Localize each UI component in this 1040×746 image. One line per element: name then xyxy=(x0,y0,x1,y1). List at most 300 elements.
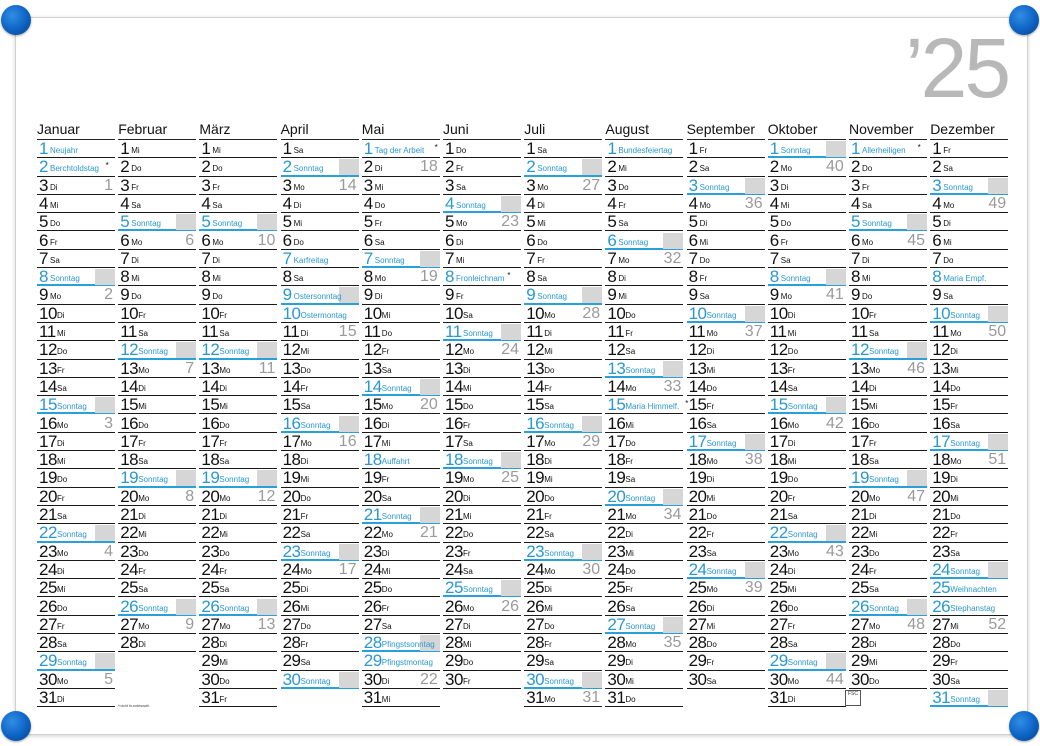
day-number: 22 xyxy=(607,523,626,543)
sunday-shade xyxy=(420,507,440,523)
day-row-sunday xyxy=(281,415,359,433)
day-number: 16 xyxy=(932,413,951,433)
day-number: 11 xyxy=(769,322,787,341)
day-number: 17 xyxy=(201,431,220,451)
day-row-sunday xyxy=(524,415,602,433)
day-row xyxy=(37,488,115,506)
day-label: Ostermontag xyxy=(300,310,347,320)
day-number: 22 xyxy=(769,523,788,543)
day-number: 16 xyxy=(363,413,382,433)
sunday-shade xyxy=(745,562,765,578)
day-row xyxy=(118,561,196,579)
day-row-sunday xyxy=(443,323,521,341)
day-number: 13 xyxy=(282,358,301,378)
day-row xyxy=(37,451,115,469)
day-number: 30 xyxy=(39,669,57,689)
day-row-holiday xyxy=(443,268,521,286)
day-number: 8 xyxy=(526,267,536,287)
weekday-abbrev: Sa xyxy=(138,585,148,595)
day-number: 25 xyxy=(607,578,626,598)
sunday-shade xyxy=(907,599,927,615)
day-number: 12 xyxy=(851,340,869,360)
calendar-week-number: 17 xyxy=(338,560,357,578)
weekday-abbrev: Di xyxy=(787,566,796,576)
weekday-abbrev: Mi xyxy=(544,603,553,613)
sunday-shade xyxy=(501,452,521,468)
day-number: 17 xyxy=(851,431,869,451)
day-number: 10 xyxy=(363,303,382,323)
weekday-abbrev: Mo xyxy=(381,402,393,412)
day-number: 17 xyxy=(39,431,57,451)
weekday-abbrev: Mi xyxy=(706,365,716,375)
day-row xyxy=(281,378,359,396)
sunday-shade xyxy=(176,470,196,486)
day-number: 3 xyxy=(445,175,454,195)
day-row xyxy=(768,543,846,561)
day-number: 9 xyxy=(201,285,211,305)
day-row xyxy=(37,689,115,707)
day-label: Sonntag xyxy=(138,603,168,613)
day-number: 6 xyxy=(607,230,617,250)
weekday-abbrev: Di xyxy=(787,695,796,704)
sunday-shade xyxy=(663,617,683,633)
weekday-abbrev: Sa xyxy=(50,255,60,265)
day-number: 18 xyxy=(851,450,869,470)
weekday-abbrev: Mo xyxy=(544,438,556,448)
weekday-abbrev: Di xyxy=(706,475,715,485)
weekday-abbrev: Do xyxy=(219,548,230,558)
sunday-shade xyxy=(907,214,927,230)
day-row xyxy=(605,323,683,341)
month-column-september xyxy=(687,120,767,707)
day-number: 23 xyxy=(120,541,139,561)
day-row xyxy=(605,671,683,689)
day-number: 1 xyxy=(851,139,860,158)
day-row xyxy=(605,689,683,707)
calendar-week-number: 25 xyxy=(501,469,519,487)
day-row-sunday xyxy=(118,341,196,359)
day-row xyxy=(930,616,1008,634)
weekday-abbrev: Di xyxy=(463,621,471,631)
day-number: 19 xyxy=(120,468,139,488)
day-row-sunday xyxy=(687,561,765,579)
day-row xyxy=(849,415,927,433)
day-row xyxy=(524,140,602,158)
day-row xyxy=(687,213,765,231)
day-number: 7 xyxy=(39,248,48,268)
day-row-sunday xyxy=(281,158,359,176)
weekday-abbrev: Mo xyxy=(374,274,386,284)
weekday-abbrev: Mo xyxy=(456,219,468,229)
day-row xyxy=(768,177,846,195)
month-column-april xyxy=(281,120,361,707)
day-row xyxy=(768,195,846,213)
day-number: 21 xyxy=(120,505,139,524)
calendar-week-number: 21 xyxy=(420,524,438,542)
day-number: 20 xyxy=(769,486,788,506)
day-row xyxy=(687,543,765,561)
weekday-abbrev: Fr xyxy=(57,365,65,375)
weekday-abbrev: Mo xyxy=(57,676,69,686)
sunday-shade xyxy=(339,416,359,432)
weekday-abbrev: Sa xyxy=(300,402,311,412)
day-number: 16 xyxy=(282,413,301,433)
day-row-sunday xyxy=(443,451,521,469)
weekday-abbrev: Mi xyxy=(463,640,472,650)
weekday-abbrev: Fr xyxy=(219,310,227,320)
weekday-abbrev: Mo xyxy=(138,493,150,503)
day-number: 23 xyxy=(526,541,545,561)
day-number: 21 xyxy=(769,505,788,524)
month-name: Juli xyxy=(524,121,546,137)
day-row xyxy=(281,232,359,250)
day-number: 12 xyxy=(39,340,57,360)
day-number: 13 xyxy=(932,358,951,378)
day-number: 1 xyxy=(282,139,292,158)
day-number: 15 xyxy=(445,395,463,415)
weekday-abbrev: Fr xyxy=(463,676,471,686)
day-number: 1 xyxy=(120,139,130,158)
weekday-abbrev: Do xyxy=(463,530,474,540)
day-row xyxy=(362,232,440,250)
day-row xyxy=(199,415,277,433)
day-number: 18 xyxy=(201,450,220,470)
weekday-abbrev: Sa xyxy=(625,603,636,613)
day-number: 20 xyxy=(607,486,626,506)
day-number: 14 xyxy=(363,376,382,396)
calendar-week-number: 1 xyxy=(104,176,113,194)
day-number: 24 xyxy=(526,559,545,579)
weekday-abbrev: Mi xyxy=(706,621,716,631)
weekday-abbrev: Mo xyxy=(57,548,69,558)
day-row xyxy=(37,286,115,304)
weekday-abbrev: Fr xyxy=(463,548,471,558)
day-number: 23 xyxy=(932,541,951,561)
day-number: 26 xyxy=(39,596,57,616)
sunday-shade xyxy=(257,214,277,230)
weekday-abbrev: Mo xyxy=(293,182,305,192)
day-number: 23 xyxy=(607,541,626,561)
regional-holiday-mark: * xyxy=(434,143,438,152)
day-label: Sonntag xyxy=(787,402,818,412)
weekday-abbrev: Mi xyxy=(625,548,634,558)
day-row xyxy=(443,561,521,579)
day-row xyxy=(443,250,521,268)
day-label: Bundesfeiertag xyxy=(618,146,673,155)
day-number: 24 xyxy=(932,559,951,579)
day-label: Sonntag xyxy=(138,475,168,485)
day-number: 19 xyxy=(363,468,382,488)
month-name: Juni xyxy=(443,121,469,137)
day-number: 16 xyxy=(607,413,626,433)
weekday-abbrev: Sa xyxy=(219,585,230,595)
day-label: Fronleichnam xyxy=(456,274,505,284)
day-label: Sonntag xyxy=(293,164,324,174)
day-row-sunday xyxy=(281,286,359,304)
day-row xyxy=(37,579,115,597)
day-number: 4 xyxy=(201,193,211,213)
weekday-abbrev: Fr xyxy=(544,383,552,393)
day-row xyxy=(524,396,602,414)
day-number: 4 xyxy=(688,193,698,213)
calendar-week-number: 38 xyxy=(744,451,763,469)
weekday-abbrev: Mi xyxy=(381,310,391,320)
day-row xyxy=(930,213,1008,231)
calendar-week-number: 22 xyxy=(420,670,438,688)
sunday-shade xyxy=(907,342,927,358)
day-label: Sonntag xyxy=(138,347,168,357)
calendar-week-number: 43 xyxy=(826,542,844,560)
day-number: 5 xyxy=(363,212,373,232)
day-number: 16 xyxy=(769,413,788,433)
weekday-abbrev: Di xyxy=(300,457,309,467)
day-number: 31 xyxy=(363,688,382,707)
day-row-sunday xyxy=(524,671,602,689)
day-number: 23 xyxy=(688,541,707,561)
weekday-abbrev: Do xyxy=(138,420,149,430)
day-number: 10 xyxy=(851,303,869,323)
day-row xyxy=(849,524,927,542)
day-number: 29 xyxy=(526,651,545,671)
day-row-sunday xyxy=(37,396,115,414)
day-number: 30 xyxy=(201,669,220,689)
weekday-abbrev: Di xyxy=(625,530,633,540)
weekday-abbrev: Do xyxy=(625,695,636,704)
day-number: 10 xyxy=(120,303,139,323)
month-column-februar xyxy=(118,120,198,707)
day-number: 27 xyxy=(282,614,301,634)
day-number: 17 xyxy=(363,431,382,451)
day-row xyxy=(118,158,196,176)
day-number: 3 xyxy=(851,175,860,195)
day-row xyxy=(362,305,440,323)
weekday-abbrev: Fr xyxy=(57,621,65,631)
day-row xyxy=(37,415,115,433)
day-number: 20 xyxy=(39,486,57,506)
weekday-abbrev: Mo xyxy=(618,255,630,265)
sunday-shade xyxy=(988,690,1008,706)
day-row-sunday xyxy=(118,598,196,616)
weekday-abbrev: Mi xyxy=(950,621,959,631)
day-row xyxy=(443,360,521,378)
day-label: Sonntag xyxy=(869,347,899,357)
weekday-abbrev: Fr xyxy=(381,347,390,357)
sunday-shade xyxy=(257,342,277,358)
weekday-abbrev: Mo xyxy=(544,566,556,576)
day-label: Sonntag xyxy=(50,274,80,284)
day-number: 6 xyxy=(769,230,779,250)
weekday-abbrev: Mi xyxy=(381,695,391,704)
day-label: Sonntag xyxy=(463,457,493,467)
day-row-holiday xyxy=(362,652,440,670)
calendar-week-number: 15 xyxy=(338,323,357,340)
day-number: 26 xyxy=(526,596,545,616)
weekday-abbrev: Do xyxy=(869,548,880,558)
day-row xyxy=(849,634,927,652)
day-row xyxy=(443,232,521,250)
day-row-holiday xyxy=(849,140,927,158)
day-number: 26 xyxy=(688,596,707,616)
weekday-abbrev: Di xyxy=(787,310,796,320)
weekday-abbrev: Fr xyxy=(50,237,58,247)
weekday-abbrev: Fr xyxy=(787,621,796,631)
day-number: 6 xyxy=(39,230,48,250)
day-row xyxy=(768,488,846,506)
day-number: 29 xyxy=(39,651,57,671)
weekday-abbrev: Mo xyxy=(706,585,718,595)
day-row xyxy=(768,415,846,433)
weekday-abbrev: Sa xyxy=(544,658,554,668)
day-number: 13 xyxy=(39,358,57,378)
month-name: Oktober xyxy=(767,121,818,137)
month-column-november xyxy=(849,120,929,707)
day-number: 17 xyxy=(932,431,951,451)
day-row-holiday xyxy=(930,579,1008,597)
day-row xyxy=(930,488,1008,506)
day-row xyxy=(849,543,927,561)
weekday-abbrev: Mo xyxy=(463,475,475,485)
weekday-abbrev: Do xyxy=(869,676,880,686)
day-row-sunday xyxy=(37,268,115,286)
day-number: 23 xyxy=(39,541,57,561)
day-row xyxy=(687,524,765,542)
weekday-abbrev: Di xyxy=(869,640,877,650)
day-row-sunday xyxy=(687,433,765,451)
day-number: 15 xyxy=(363,395,382,415)
day-row xyxy=(687,616,765,634)
sunday-shade xyxy=(95,269,115,285)
sunday-shade xyxy=(582,159,602,175)
calendar-week-number: 45 xyxy=(907,231,925,249)
weekday-abbrev: Sa xyxy=(138,329,148,338)
day-number: 10 xyxy=(769,303,788,323)
day-row xyxy=(605,158,683,176)
day-row-holiday xyxy=(605,140,683,158)
day-row xyxy=(362,543,440,561)
weekday-abbrev: Mi xyxy=(456,255,465,265)
weekday-abbrev: Fr xyxy=(787,365,796,375)
weekday-abbrev: Fr xyxy=(219,566,227,576)
regional-holiday-mark: * xyxy=(685,399,689,409)
day-number: 2 xyxy=(688,157,698,177)
weekday-abbrev: Fr xyxy=(625,329,633,338)
day-number: 5 xyxy=(201,212,211,232)
day-number: 3 xyxy=(120,175,130,195)
day-row xyxy=(524,360,602,378)
day-number: 2 xyxy=(526,157,536,177)
month-name: Mai xyxy=(361,121,385,137)
day-number: 5 xyxy=(607,212,617,232)
day-row-sunday xyxy=(281,671,359,689)
weekday-abbrev: Di xyxy=(625,658,633,668)
weekday-abbrev: Do xyxy=(300,493,311,503)
day-row xyxy=(524,195,602,213)
weekday-abbrev: Do xyxy=(293,237,304,247)
day-row xyxy=(687,634,765,652)
day-row xyxy=(37,360,115,378)
day-row xyxy=(930,671,1008,689)
day-number: 8 xyxy=(688,267,698,287)
weekday-abbrev: Di xyxy=(138,512,146,521)
day-number: 21 xyxy=(363,505,382,524)
weekday-abbrev: Sa xyxy=(300,530,311,540)
day-row xyxy=(118,506,196,524)
day-row-sunday xyxy=(118,469,196,487)
day-row xyxy=(768,689,846,707)
regional-holiday-mark: * xyxy=(507,271,511,281)
day-number: 16 xyxy=(526,413,545,433)
day-row-sunday xyxy=(199,469,277,487)
day-number: 2 xyxy=(201,157,211,177)
day-row xyxy=(118,360,196,378)
day-number: 28 xyxy=(526,633,545,653)
day-number: 14 xyxy=(769,376,788,396)
day-label: Sonntag xyxy=(381,383,412,393)
day-row-sunday xyxy=(930,433,1008,451)
weekday-abbrev: Sa xyxy=(463,438,473,448)
day-number: 5 xyxy=(688,212,698,232)
weekday-abbrev: Mi xyxy=(618,292,627,302)
weekday-abbrev: Di xyxy=(57,566,65,576)
day-row xyxy=(930,524,1008,542)
day-row xyxy=(768,323,846,341)
day-number: 10 xyxy=(526,303,545,323)
day-number: 1 xyxy=(607,139,617,158)
day-number: 19 xyxy=(851,468,869,488)
weekday-abbrev: Mi xyxy=(618,164,627,174)
weekday-abbrev: Di xyxy=(381,548,390,558)
day-row xyxy=(524,488,602,506)
day-row xyxy=(37,195,115,213)
day-row xyxy=(768,598,846,616)
day-row xyxy=(199,506,277,524)
day-row-sunday xyxy=(768,524,846,542)
day-row xyxy=(37,433,115,451)
day-row xyxy=(849,195,927,213)
day-row xyxy=(362,286,440,304)
day-number: 7 xyxy=(282,248,292,268)
day-label: Sonntag xyxy=(463,585,493,595)
day-number: 19 xyxy=(688,468,707,488)
day-row xyxy=(524,616,602,634)
day-number: 30 xyxy=(282,669,301,689)
weekday-abbrev: Do xyxy=(706,383,717,393)
day-label: Maria Himmelf. xyxy=(625,402,680,412)
weekday-abbrev: Mo xyxy=(138,365,150,375)
day-label: Sonntag xyxy=(869,475,899,485)
day-number: 10 xyxy=(445,303,463,323)
day-row xyxy=(281,323,359,341)
day-row xyxy=(443,616,521,634)
weekday-abbrev: Fr xyxy=(706,658,715,668)
day-row xyxy=(768,250,846,268)
weekday-abbrev: Di xyxy=(943,219,951,229)
day-row xyxy=(605,286,683,304)
day-number: 10 xyxy=(39,303,57,323)
weekday-abbrev: Sa xyxy=(862,200,872,210)
day-number: 29 xyxy=(363,651,382,671)
weekday-abbrev: Di xyxy=(618,274,626,284)
weekday-abbrev: Do xyxy=(456,146,467,155)
day-row xyxy=(362,360,440,378)
weekday-abbrev: Di xyxy=(300,329,309,338)
day-row xyxy=(118,415,196,433)
sunday-shade xyxy=(95,525,115,541)
weekday-abbrev: Mi xyxy=(212,274,221,284)
day-label: Pfingstmontag xyxy=(381,658,433,668)
sunday-shade xyxy=(420,379,440,395)
fsc-logo: FSC xyxy=(845,690,861,706)
